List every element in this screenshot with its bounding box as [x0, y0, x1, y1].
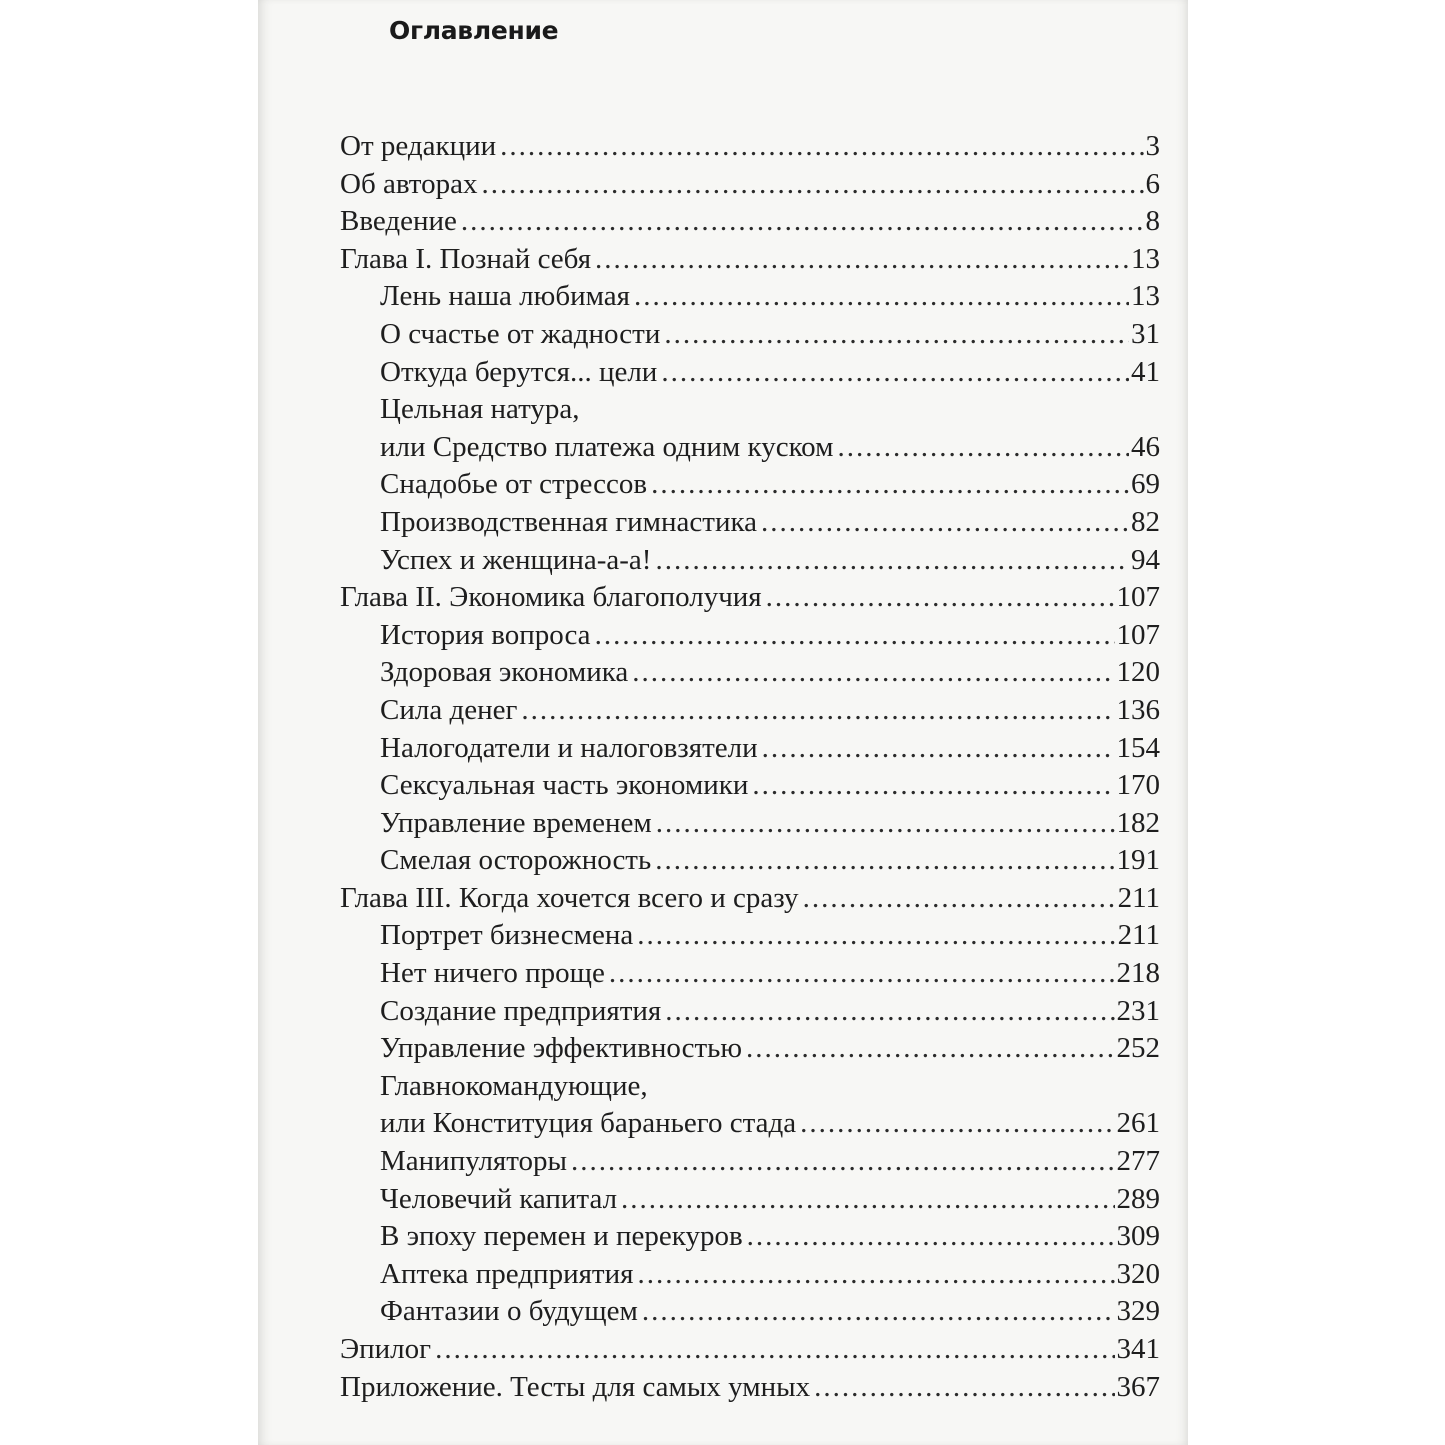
toc-section-entry	[340, 1068, 1160, 1143]
toc-entry-title: Введение	[340, 205, 457, 238]
dot-leader	[481, 166, 1143, 204]
toc-entry-title: Об авторах	[340, 167, 478, 200]
dot-leader	[634, 278, 1129, 316]
toc-page-number: 367	[1116, 1370, 1160, 1403]
toc-page-number: 107	[1116, 581, 1160, 614]
toc-page-number: 6	[1145, 167, 1160, 200]
toc-section-entry	[340, 730, 1160, 768]
toc-entry-title: История вопроса	[380, 618, 591, 651]
toc-section-entry	[340, 1293, 1160, 1331]
dot-leader	[595, 617, 1115, 655]
dot-leader	[800, 1105, 1114, 1143]
toc-section-entry	[340, 993, 1160, 1031]
dot-leader	[521, 692, 1114, 730]
dot-leader	[746, 1030, 1114, 1068]
toc-page-number: 211	[1117, 919, 1160, 952]
toc-entry-title: Здоровая экономика	[380, 656, 629, 689]
dot-leader	[752, 767, 1114, 805]
toc-entry-title: В эпоху перемен и перекуров	[380, 1220, 743, 1253]
toc-section-entry	[340, 466, 1160, 504]
toc-page-number: 289	[1116, 1182, 1160, 1215]
toc-page-number: 231	[1116, 994, 1160, 1027]
dot-leader	[637, 1256, 1114, 1294]
toc-entry-title: Манипуляторы	[380, 1145, 568, 1178]
dot-leader	[595, 241, 1129, 279]
dot-leader	[571, 1143, 1114, 1181]
toc-section-entry	[340, 1181, 1160, 1219]
toc-entry-title: или Средство платежа одним куском	[380, 430, 834, 463]
toc-section-entry	[340, 692, 1160, 730]
dot-leader	[837, 429, 1129, 467]
dot-leader	[621, 1181, 1114, 1219]
toc-page-number: 211	[1117, 881, 1160, 914]
toc-chapter-entry	[340, 1369, 1160, 1407]
toc-entry-title: Управление временем	[380, 806, 652, 839]
dot-leader	[665, 993, 1114, 1031]
toc-page-number: 8	[1145, 205, 1160, 238]
toc-entry-title: Человечий капитал	[380, 1182, 618, 1215]
toc-entry-title: Эпилог	[340, 1333, 432, 1365]
toc-entry-title: О счастье от жадности	[380, 317, 661, 350]
toc-section-entry	[340, 316, 1160, 354]
dot-leader	[642, 1293, 1115, 1331]
toc-section-entry	[340, 654, 1160, 692]
toc-entry-title: Портрет бизнесмена	[380, 919, 634, 952]
toc-entry-title: Аптека предприятия	[380, 1257, 634, 1290]
dot-leader	[500, 128, 1143, 166]
toc-page-number: 31	[1131, 317, 1160, 350]
toc-section-entry	[340, 1143, 1160, 1181]
toc-entry-second-line	[380, 1105, 1160, 1143]
toc-section-entry	[340, 767, 1160, 805]
toc-chapter-entry	[340, 241, 1160, 279]
toc-page-number: 309	[1116, 1220, 1160, 1253]
toc-entry-title: Откуда берутся... цели	[380, 355, 658, 388]
toc-section-entry	[340, 617, 1160, 655]
toc-section-entry	[340, 955, 1160, 993]
toc-entry-title: Снадобье от стрессов	[380, 468, 648, 501]
toc-page-number: 46	[1131, 430, 1160, 463]
dot-leader	[762, 730, 1115, 768]
toc-chapter-entry	[340, 579, 1160, 617]
table-of-contents	[340, 128, 1160, 1406]
dot-leader	[814, 1369, 1114, 1407]
toc-entry-title: Смелая осторожность	[380, 844, 652, 877]
toc-section-entry	[340, 805, 1160, 843]
toc-section-entry	[340, 278, 1160, 316]
toc-entry-title: Фантазии о будущем	[380, 1295, 638, 1328]
dot-leader	[609, 955, 1115, 993]
toc-section-entry	[340, 1218, 1160, 1256]
toc-page-number: 69	[1131, 468, 1160, 501]
dot-leader	[661, 354, 1129, 392]
toc-entry-title: Сила денег	[380, 693, 518, 726]
toc-page-number: 3	[1145, 130, 1160, 162]
dot-leader	[637, 917, 1115, 955]
toc-page-number: 341	[1116, 1333, 1160, 1365]
toc-page-number: 120	[1116, 656, 1160, 689]
toc-chapter-entry	[340, 1331, 1160, 1369]
toc-entry-title: Приложение. Тесты для самых умных	[340, 1370, 811, 1403]
toc-section-entry	[340, 842, 1160, 880]
contents-heading: Оглавление	[389, 16, 559, 45]
toc-section-entry	[340, 354, 1160, 392]
toc-entry-title-line1: Цельная натура,	[380, 393, 580, 426]
toc-entry-title: Сексуальная часть экономики	[380, 769, 749, 802]
toc-entry-title: Глава III. Когда хочется всего и сразу	[340, 881, 799, 914]
toc-page-number: 252	[1116, 1032, 1160, 1065]
toc-page-number: 170	[1116, 769, 1160, 802]
dot-leader	[803, 880, 1116, 918]
toc-entry-title: Лень наша любимая	[380, 280, 630, 313]
dot-leader	[435, 1331, 1114, 1369]
toc-entry-title: или Конституция бараньего стада	[380, 1107, 797, 1140]
dot-leader	[664, 316, 1129, 354]
toc-page-number: 218	[1116, 957, 1160, 990]
toc-page-number: 154	[1116, 731, 1160, 764]
toc-page-number: 82	[1131, 505, 1160, 538]
toc-section-entry	[340, 504, 1160, 542]
toc-page-number: 94	[1131, 543, 1160, 576]
toc-section-entry	[340, 391, 1160, 466]
toc-entry-title: Глава I. Познай себя	[340, 242, 592, 275]
toc-chapter-entry	[340, 203, 1160, 241]
dot-leader	[761, 504, 1129, 542]
toc-chapter-entry	[340, 880, 1160, 918]
toc-entry-title: От редакции	[340, 130, 497, 162]
dot-leader	[632, 654, 1114, 692]
toc-page-number: 107	[1116, 618, 1160, 651]
toc-entry-title: Налогодатели и налоговзятели	[380, 731, 758, 764]
toc-entry-second-line	[380, 429, 1160, 467]
toc-page-number: 191	[1116, 844, 1160, 877]
toc-entry-title: Глава II. Экономика благополучия	[340, 581, 762, 614]
toc-section-entry	[340, 1256, 1160, 1294]
toc-page-number: 41	[1131, 355, 1160, 388]
toc-section-entry	[340, 542, 1160, 580]
dot-leader	[766, 579, 1115, 617]
toc-page-number: 13	[1131, 242, 1160, 275]
dot-leader	[747, 1218, 1115, 1256]
toc-page-number: 182	[1116, 806, 1160, 839]
dot-leader	[656, 805, 1115, 843]
toc-section-entry	[340, 917, 1160, 955]
toc-chapter-entry	[340, 128, 1160, 166]
toc-entry-title-line1: Главнокомандующие,	[380, 1069, 648, 1102]
dot-leader	[651, 466, 1129, 504]
dot-leader	[655, 842, 1114, 880]
toc-page-number: 329	[1116, 1295, 1160, 1328]
toc-entry-title: Успех и женщина-а-а!	[380, 543, 652, 576]
toc-page-number: 277	[1116, 1145, 1160, 1178]
toc-entry-title: Управление эффективностью	[380, 1032, 743, 1065]
toc-entry-title: Нет ничего проще	[380, 957, 605, 990]
toc-entry-title: Производственная гимнастика	[380, 505, 758, 538]
toc-page-number: 320	[1116, 1257, 1160, 1290]
toc-page-number: 136	[1116, 693, 1160, 726]
toc-entry-title: Создание предприятия	[380, 994, 662, 1027]
toc-section-entry	[340, 1030, 1160, 1068]
toc-page-number: 13	[1131, 280, 1160, 313]
dot-leader	[655, 542, 1129, 580]
dot-leader	[461, 203, 1144, 241]
toc-page-number: 261	[1116, 1107, 1160, 1140]
toc-chapter-entry	[340, 166, 1160, 204]
